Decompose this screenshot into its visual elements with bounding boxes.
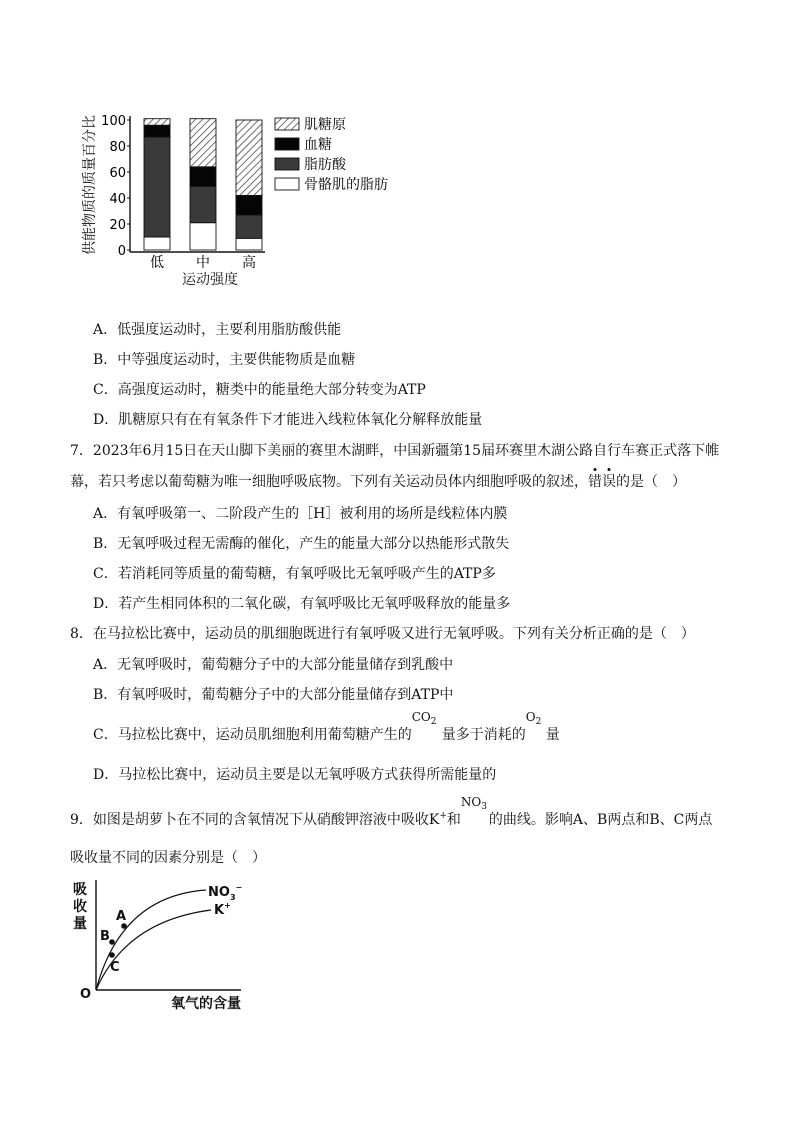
no3-series-label: $NO_3^-$ xyxy=(208,883,243,902)
y-tick-label: 60 xyxy=(109,166,126,181)
bar-segment xyxy=(236,215,262,238)
q6-option-d[interactable]: D．肌糖原只有在有氧条件下才能进入线粒体氧化分解释放能量 xyxy=(93,412,483,428)
q6-option-c[interactable]: C．高强度运动时，糖类中的能量绝大部分转变为ATP xyxy=(93,382,426,398)
x-category-label: 中 xyxy=(196,255,210,271)
q9-stem-and: 和 xyxy=(446,812,461,828)
o2-formula: $O_2$ xyxy=(525,710,542,727)
y-axis-label-char: 吸 xyxy=(73,882,87,898)
legend-label: 脂肪酸 xyxy=(304,157,346,173)
co2-formula: $CO_2$ xyxy=(411,710,437,727)
legend-label: 骨骼肌的脂肪 xyxy=(304,177,388,193)
q7-stem-line1: 7．2023年6月15日在天山脚下美丽的赛里木湖畔，中国新疆第15届环赛里木湖公路自行车赛正式落下帷 xyxy=(70,443,720,459)
x-category-label: 低 xyxy=(150,255,164,271)
absorption-curve-chart xyxy=(66,876,266,1016)
energy-source-bar-chart xyxy=(80,100,410,290)
bar-segment xyxy=(190,167,216,187)
legend-label: 血糖 xyxy=(304,137,332,153)
y-axis-label-char: 量 xyxy=(73,916,87,932)
q8-option-c[interactable] xyxy=(93,710,560,745)
bars xyxy=(144,119,262,250)
k-curve xyxy=(96,910,211,990)
y-tick-label: 80 xyxy=(109,140,126,155)
q9-stem-text: 9．如图是胡萝卜在不同的含氧情况下从硝酸钾溶液中吸收K xyxy=(70,812,440,828)
x-category-label: 高 xyxy=(242,255,256,271)
bar-segment xyxy=(236,195,262,215)
q9-stem-line2: 吸收量不同的因素分别是（ ） xyxy=(70,850,266,866)
y-tick-label: 40 xyxy=(109,192,126,207)
q8-option-c-text3: 量 xyxy=(545,727,560,743)
y-axis-label-char: 收 xyxy=(73,899,87,915)
legend xyxy=(275,116,388,193)
bar-segment xyxy=(144,237,170,250)
origin-label: O xyxy=(80,987,92,1002)
point-a-label: A xyxy=(116,909,127,924)
bar-segment xyxy=(190,119,216,167)
y-tick-label: 100 xyxy=(101,114,126,129)
q7-option-b[interactable]: B．无氧呼吸过程无需酶的催化，产生的能量大部分以热能形式散失 xyxy=(93,536,510,552)
no3-formula: $NO_3$ xyxy=(460,795,487,812)
k-series-label: K+ xyxy=(214,901,231,918)
y-axis-ticks xyxy=(101,114,130,259)
q7-option-a[interactable]: A．有氧呼吸第一、二阶段产生的［H］被利用的场所是线粒体内膜 xyxy=(93,506,508,522)
point-c xyxy=(109,952,115,958)
legend-swatch xyxy=(275,178,299,190)
q8-option-c-text2: 量多于消耗的 xyxy=(441,727,526,743)
q8-option-d[interactable]: D．马拉松比赛中，运动员主要是以无氧呼吸方式获得所需能量的 xyxy=(93,767,497,783)
x-axis-categories xyxy=(150,254,256,271)
q7-option-c[interactable]: C．若消耗同等质量的葡萄糖，有氧呼吸比无氧呼吸产生的ATP多 xyxy=(93,566,496,582)
q9-stem-text2: 的曲线。影响A、B两点和B、C两点 xyxy=(488,812,713,828)
legend-swatch xyxy=(275,138,299,150)
bar-segment xyxy=(236,120,262,195)
point-c-label: C xyxy=(110,960,120,975)
bar-segment xyxy=(144,137,170,237)
bar-segment xyxy=(190,186,216,222)
q6-option-b[interactable]: B．中等强度运动时，主要供能物质是血糖 xyxy=(93,352,356,368)
y-tick-label: 20 xyxy=(109,218,126,233)
y-axis-label: 供能物质的质量百分比 xyxy=(82,115,98,255)
x-axis-label: 氧气的含量 xyxy=(171,996,241,1012)
emphasis-char: 错 xyxy=(588,474,602,490)
q7-stem-line2 xyxy=(70,472,686,492)
emphasis-char: 误 xyxy=(602,474,616,490)
k-ion-charge: + xyxy=(439,811,447,821)
bar-segment xyxy=(236,238,262,250)
q9-stem-line1 xyxy=(70,795,713,830)
legend-swatch xyxy=(275,158,299,170)
legend-label: 肌糖原 xyxy=(304,117,346,133)
point-a xyxy=(121,923,127,929)
q7-option-d[interactable]: D．若产生相同体积的二氧化碳，有氧呼吸比无氧呼吸释放的能量多 xyxy=(93,596,511,612)
x-axis-label: 运动强度 xyxy=(182,272,238,288)
q7-stem-text-end: 的是（ ） xyxy=(616,474,686,490)
bar-segment xyxy=(144,119,170,126)
q6-option-a[interactable]: A．低强度运动时，主要利用脂肪酸供能 xyxy=(93,322,342,338)
point-b xyxy=(109,939,115,945)
legend-swatch xyxy=(275,118,299,130)
bar-segment xyxy=(190,223,216,250)
q8-stem: 8．在马拉松比赛中，运动员的肌细胞既进行有氧呼吸又进行无氧呼吸。下列有关分析正确的是（ ） xyxy=(70,626,695,642)
q8-option-a[interactable]: A．无氧呼吸时，葡萄糖分子中的大部分能量储存到乳酸中 xyxy=(93,657,454,673)
q8-option-c-text: C．马拉松比赛中，运动员肌细胞利用葡萄糖产生的 xyxy=(93,727,412,743)
q7-stem-text: 幕，若只考虑以葡萄糖为唯一细胞呼吸底物。下列有关运动员体内细胞呼吸的叙述， xyxy=(70,474,588,490)
bar-segment xyxy=(144,125,170,137)
point-b-label: B xyxy=(100,929,110,944)
q8-option-b[interactable]: B．有氧呼吸时，葡萄糖分子中的大部分能量储存到ATP中 xyxy=(93,687,454,703)
y-tick-label: 0 xyxy=(117,244,126,259)
